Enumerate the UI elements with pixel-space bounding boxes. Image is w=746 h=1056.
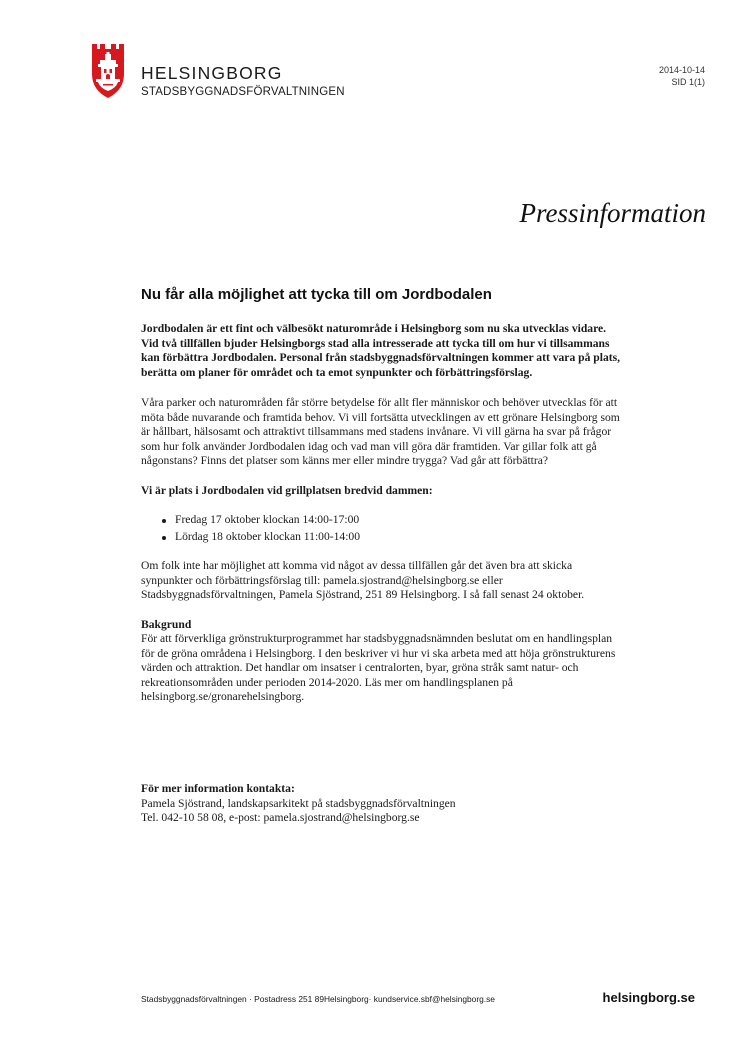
body-text xyxy=(141,322,621,720)
headline: Nu får alla möjlighet att tycka till om Jordbodalen xyxy=(141,286,492,303)
background-heading: Bakgrund xyxy=(141,617,192,631)
paragraph-3: Om folk inte har möjlighet att komma vid något av dessa tillfällen går det även bra att skicka synpunkter och förbättringsförslag till: pamela.sjostrand@helsingborg.se eller Stadsbyggnadsförvaltningen, Pamela Sjöstrand, 251 89 Helsingborg. I så fall senast 24 oktober. xyxy=(141,559,585,601)
location-heading: Vi är plats i Jordbodalen vid grillplatsen bredvid dammen: xyxy=(141,483,433,497)
contact-phone: Tel. 042-10 58 08, e-post: pamela.sjostrand@helsingborg.se xyxy=(141,811,420,824)
page-number: SID 1(1) xyxy=(671,77,705,87)
list-item: Fredag 17 oktober klockan 14:00-17:00 xyxy=(163,513,621,528)
paragraph-2: Våra parker och naturområden får större betydelse för allt fler människor och behöver utvecklas för att möta både nuvarande och framtida behov. Vi vill fortsätta utvecklingen av ett grönare Helsingborg som är hållbart, hälsosamt och attraktivt tillsammans med stadens invånare. Vi vill gärna ha svar på frågor som hur folk använder Jordbodalen idag och vad man vill göra där framtiden. Var gillar folk att gå någonstans? Finns det platser som känns mer eller mindre trygga? Vad går att förbättra? xyxy=(141,396,620,467)
contact-name: Pamela Sjöstrand, landskapsarkitekt på stadsbyggnadsförvaltningen xyxy=(141,796,456,810)
org-name: HELSINGBORG xyxy=(141,63,283,83)
document-date: 2014-10-14 xyxy=(658,65,705,75)
helsingborg-crest-icon xyxy=(92,44,124,98)
footer-site-link[interactable]: helsingborg.se xyxy=(602,990,695,1005)
list-item: Lördag 18 oktober klockan 11:00-14:00 xyxy=(163,530,621,545)
document-type-title: Pressinformation xyxy=(519,198,706,228)
background-text: För att förverkliga grönstrukturprogrammet har stadsbyggnadsnämnden beslutat om en handlingsplan för de gröna områdena i Helsingborg. I den beskriver vi hur vi ska arbeta med att höja grönstrukturens värden och attraktion. Det handlar om insatser i centralorten, byar, gröna stråk samt natur- och rekreationsområden under perioden 2014-2020. Läs mer om handlingsplanen på helsingborg.se/gronarehelsingborg. xyxy=(141,632,616,703)
document-meta xyxy=(659,64,705,88)
contact-heading: För mer information kontakta: xyxy=(141,782,295,795)
dates-list xyxy=(141,513,621,544)
contact-block xyxy=(141,782,621,826)
footer-address: Stadsbyggnadsförvaltningen · Postadress 251 89Helsingborg· kundservice.sbf@helsingborg.se xyxy=(141,994,495,1004)
background-section xyxy=(141,618,621,705)
lead-paragraph: Jordbodalen är ett fint och välbesökt naturområde i Helsingborg som nu ska utvecklas vidare. Vid två tillfällen bjuder Helsingborgs stad alla intresserade att tycka till om hur vi tillsammans kan förbättra Jordbodalen. Personal från stadsbyggnadsförvaltningen kommer att vara på plats, berätta om planer för området och ta emot synpunkter och förbättringsförslag. xyxy=(141,322,621,379)
org-department: STADSBYGGNADSFÖRVALTNINGEN xyxy=(141,86,345,98)
